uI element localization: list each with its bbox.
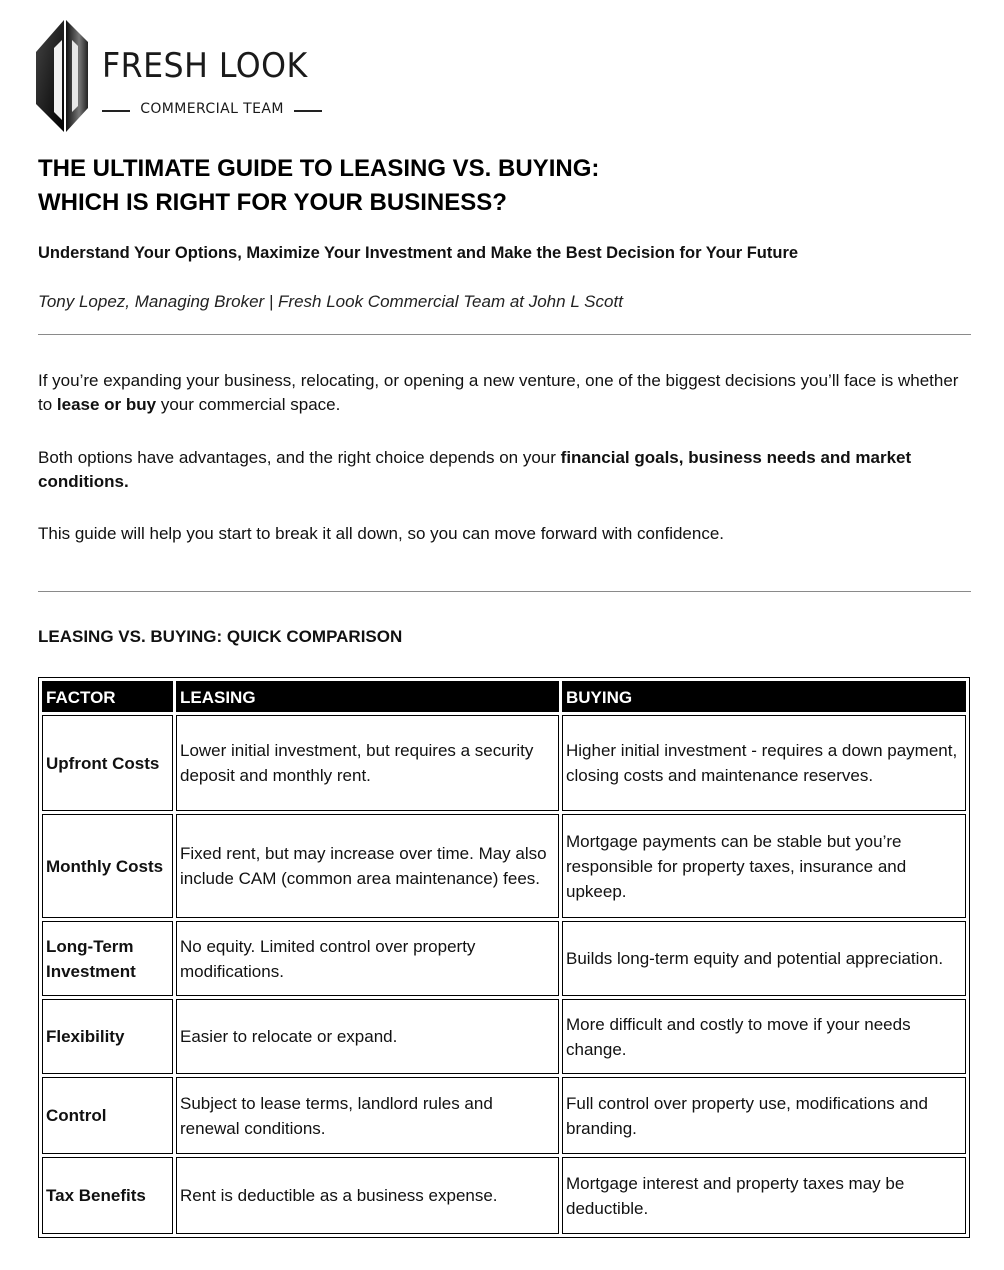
intro-p1-emphasis: lease or buy [56,395,157,414]
factor-cell: Long-Term Investment [42,921,173,996]
intro-p2-emphasis: financial goals, business needs and market conditions. [38,448,912,491]
intro-p1-text-b: your commercial space. [156,395,341,414]
title-line-2: WHICH IS RIGHT FOR YOUR BUSINESS? [38,189,507,216]
fresh-look-logo [36,20,336,132]
table-row [42,1157,966,1234]
tagline-divider-left [102,110,130,112]
leasing-cell: No equity. Limited control over property modifications. [176,921,559,996]
table-row [42,1077,966,1154]
buying-cell: Full control over property use, modifications and branding. [562,1077,966,1154]
leasing-cell: Fixed rent, but may increase over time. May also include CAM (common area maintenance) fees. [176,814,559,918]
title-line-1: THE ULTIMATE GUIDE TO LEASING VS. BUYING: [38,155,600,182]
table-row [42,999,966,1074]
intro-p1-text-a: If you’re expanding your business, relocating, or opening a new venture, one of the biggest decisions you’ll face is whether to [38,371,959,414]
intro-paragraph-1 [38,369,968,417]
factor-cell: Control [42,1077,173,1154]
divider-top [38,334,971,335]
leasing-cell: Subject to lease terms, landlord rules and renewal conditions. [176,1077,559,1154]
buying-cell: Higher initial investment - requires a down payment, closing costs and maintenance reserves. [562,715,966,811]
intro-paragraph-3: This guide will help you start to break it all down, so you can move forward with confidence. [38,524,725,543]
intro-paragraph-2 [38,446,968,494]
table-row [42,921,966,996]
leasing-cell: Easier to relocate or expand. [176,999,559,1074]
comparison-heading: LEASING VS. BUYING: QUICK COMPARISON [38,627,403,646]
author-byline: Tony Lopez, Managing Broker | Fresh Look Commercial Team at John L Scott [38,292,623,311]
factor-cell: Flexibility [42,999,173,1074]
table-row [42,814,966,918]
factor-cell: Monthly Costs [42,814,173,918]
page-title [38,152,938,220]
logo-name: FRESH LOOK [102,46,308,86]
buying-cell: Mortgage payments can be stable but you’re responsible for property taxes, insurance and upkeep. [562,814,966,918]
header-factor: FACTOR [42,681,173,712]
logo-tagline: COMMERCIAL TEAM [140,101,284,117]
header-buying: BUYING [562,681,966,712]
tagline-divider-right [294,110,322,112]
header-leasing: LEASING [176,681,559,712]
intro-p2-text: Both options have advantages, and the right choice depends on your [38,448,561,467]
buying-cell: Builds long-term equity and potential appreciation. [562,921,966,996]
buying-cell: Mortgage interest and property taxes may be deductible. [562,1157,966,1234]
buying-cell: More difficult and costly to move if your needs change. [562,999,966,1074]
comparison-table [38,677,970,1238]
divider-middle [38,591,971,592]
subtitle: Understand Your Options, Maximize Your Investment and Make the Best Decision for Your Future [38,244,799,262]
leasing-cell: Lower initial investment, but requires a security deposit and monthly rent. [176,715,559,811]
factor-cell: Tax Benefits [42,1157,173,1234]
table-header-row [42,681,966,712]
leasing-cell: Rent is deductible as a business expense. [176,1157,559,1234]
table-row [42,715,966,811]
building-logo-icon [36,20,98,132]
logo-tagline-group [102,100,322,120]
factor-cell: Upfront Costs [42,715,173,811]
